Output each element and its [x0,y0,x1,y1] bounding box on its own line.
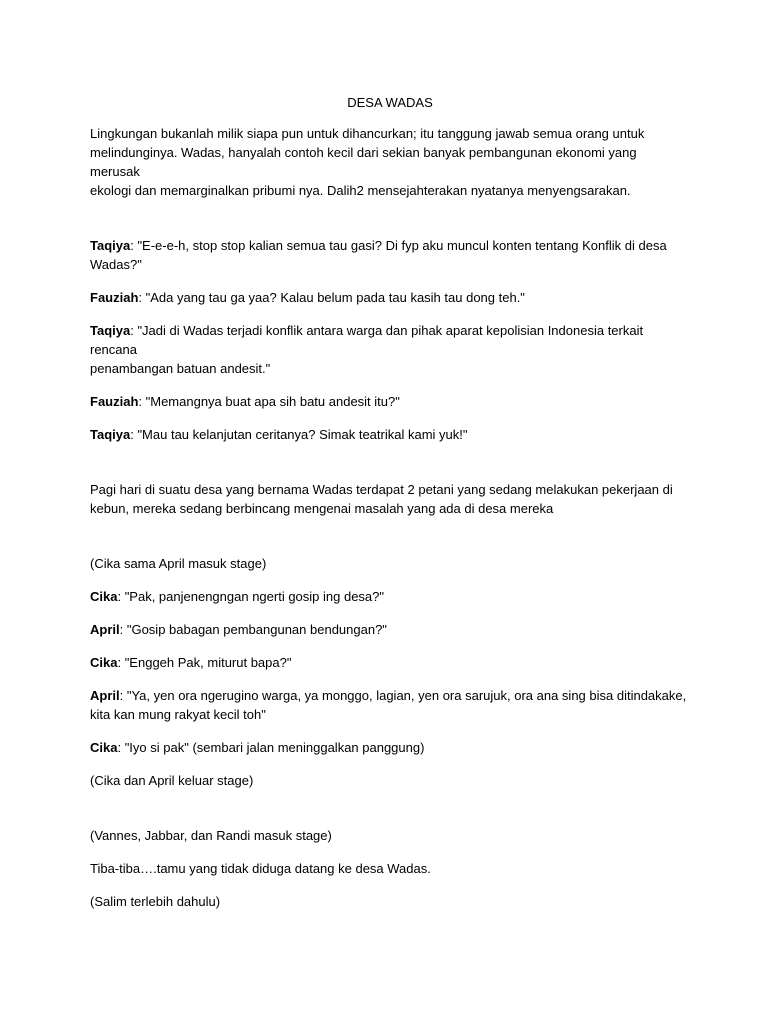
stage-direction: (Vannes, Jabbar, dan Randi masuk stage) [90,828,332,843]
document-body [90,93,690,925]
dialogue-text: : "Ya, yen ora ngerugino warga, ya monggo, lagian, yen ora sarujuk, ora ana sing bisa ditindakake, [119,688,687,703]
dialogue-text: : "Mau tau kelanjutan ceritanya? Simak teatrikal kami yuk!" [130,427,468,442]
narration-paragraph: Tiba-tiba….tamu yang tidak diduga datang ke desa Wadas. [90,861,431,876]
dialogue-line-fauziah-2 [90,392,690,411]
speaker-name: Cika [90,655,118,670]
dialogue-text: : "Ada yang tau ga yaa? Kalau belum pada tau kasih tau dong teh." [138,290,525,305]
stage-direction: (Cika dan April keluar stage) [90,773,254,788]
narration-line: kebun, mereka sedang berbincang mengenai masalah yang ada di desa mereka [90,501,554,516]
dialogue-text: : "Iyo si pak" (sembari jalan meninggalkan panggung) [117,740,425,755]
dialogue-line-fauziah-1 [90,288,690,307]
stage-direction: (Salim terlebih dahulu) [90,894,221,909]
speaker-name: Taqiya [90,323,131,338]
speaker-name: Cika [90,589,118,604]
dialogue-text: : "Gosip babagan pembangunan bendungan?" [119,622,387,637]
dialogue-line-april-2 [90,686,690,724]
speaker-name: Taqiya [90,427,131,442]
dialogue-line-cika-3 [90,738,690,757]
speaker-name: April [90,688,120,703]
intro-line: melindunginya. Wadas, hanyalah contoh kecil dari sekian banyak pembangunan ekonomi yang merusak [90,145,637,179]
speaker-name: Fauziah [90,290,139,305]
intro-line: Lingkungan bukanlah milik siapa pun untuk dihancurkan; itu tanggung jawab semua orang untuk [90,126,645,141]
speaker-name: Taqiya [90,238,131,253]
dialogue-text: penambangan batuan andesit." [90,361,271,376]
speaker-name: April [90,622,120,637]
dialogue-text: : "E-e-e-h, stop stop kalian semua tau gasi? Di fyp aku muncul konten tentang Konflik di desa [130,238,667,253]
dialogue-line-april-1 [90,620,690,639]
dialogue-line-taqiya-2 [90,321,690,378]
dialogue-text: Wadas?" [90,257,142,272]
intro-paragraph [90,124,690,200]
speaker-name: Cika [90,740,118,755]
narration-line: Pagi hari di suatu desa yang bernama Wadas terdapat 2 petani yang sedang melakukan pekerjaan di [90,482,673,497]
dialogue-text: : "Memangnya buat apa sih batu andesit itu?" [138,394,400,409]
dialogue-line-taqiya-3 [90,425,690,444]
stage-direction: (Cika sama April masuk stage) [90,556,267,571]
speaker-name: Fauziah [90,394,139,409]
dialogue-text: : "Jadi di Wadas terjadi konflik antara warga dan pihak aparat kepolisian Indonesia terkait rencana [90,323,644,357]
dialogue-line-cika-1 [90,587,690,606]
narration-paragraph [90,480,690,518]
dialogue-line-taqiya-1 [90,236,690,274]
dialogue-text: kita kan mung rakyat kecil toh" [90,707,266,722]
dialogue-line-cika-2 [90,653,690,672]
document-title: DESA WADAS [347,95,433,110]
dialogue-text: : "Enggeh Pak, miturut bapa?" [117,655,292,670]
dialogue-text: : "Pak, panjenengngan ngerti gosip ing desa?" [117,589,385,604]
intro-line: ekologi dan memarginalkan pribumi nya. Dalih2 mensejahterakan nyatanya menyengsarakan. [90,183,631,198]
